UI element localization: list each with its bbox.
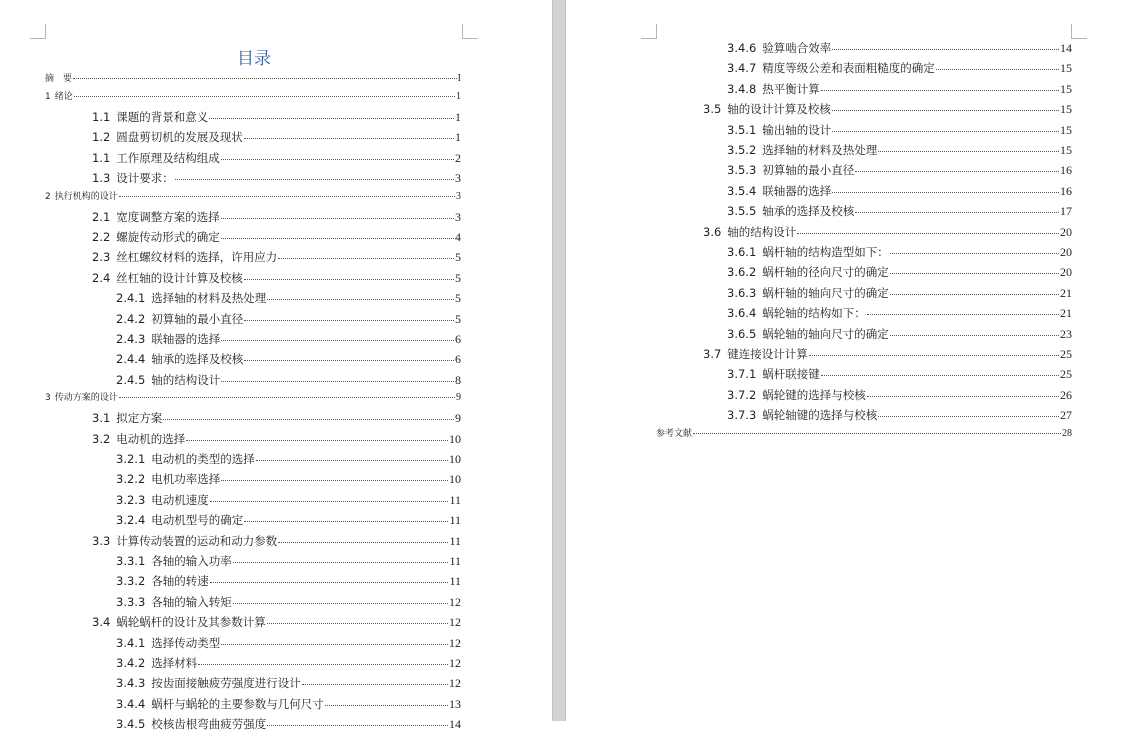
toc-entry-page: 11 [449, 554, 461, 568]
toc-entry-number: 3.5.5 [727, 204, 757, 219]
toc-entry-page: 5 [455, 270, 461, 285]
toc-leader-dots [221, 480, 448, 481]
toc-entry[interactable] [656, 59, 1072, 77]
toc-entry[interactable] [656, 161, 1072, 179]
toc-entry-page: 12 [449, 635, 461, 650]
toc-entry[interactable] [45, 695, 461, 713]
toc-entry-page: 1 [456, 91, 461, 102]
toc-entry[interactable] [656, 223, 1072, 241]
toc-leader-dots [244, 521, 448, 522]
toc-entry-text: 丝杠轴的设计计算及校核 [116, 270, 243, 285]
toc-entry-number: 3.5.3 [727, 163, 757, 178]
page-gutter [552, 0, 566, 721]
toc-leader-dots [821, 375, 1059, 376]
toc-entry[interactable] [656, 386, 1072, 404]
toc-entry-number: 1 [45, 92, 51, 102]
toc-entry[interactable] [45, 228, 461, 246]
toc-entry-text: 初算轴的最小直径 [151, 311, 244, 326]
crop-mark-top-right [462, 24, 478, 39]
toc-leader-dots [832, 49, 1059, 50]
toc-entry-number: 2 [45, 191, 51, 202]
toc-entry[interactable] [45, 634, 461, 652]
toc-entry-page: 13 [449, 696, 461, 711]
toc-entry-text: 电动机的选择 [116, 431, 186, 446]
toc-leader-dots [832, 131, 1059, 132]
toc-entry-number: 2.4.1 [116, 291, 146, 306]
toc-leader-dots [221, 218, 454, 219]
toc-entry-page: 3 [455, 171, 461, 186]
toc-entry-page: 6 [455, 352, 461, 367]
toc-entry-page: 2 [455, 150, 461, 165]
toc-entry[interactable] [656, 39, 1072, 57]
toc-leader-dots [890, 253, 1059, 254]
toc-leader-dots [210, 501, 449, 502]
toc-entry-number: 2.4.2 [116, 311, 146, 326]
toc-entry-page: 14 [1060, 41, 1072, 55]
toc-entry-text: 圆盘剪切机的发展及现状 [116, 130, 243, 145]
crop-mark-top-left [30, 24, 46, 39]
toc-entry[interactable] [45, 310, 461, 328]
toc-leader-dots [832, 192, 1059, 193]
toc-entry[interactable] [45, 654, 461, 672]
toc-leader-dots [936, 69, 1059, 70]
toc-entry-text: 轴承的选择及校核 [762, 204, 855, 219]
toc-entry-text: 各轴的输入转矩 [151, 594, 232, 609]
toc-entry[interactable] [45, 330, 461, 348]
toc-leader-dots [256, 460, 448, 461]
toc-leader-dots [821, 90, 1059, 91]
toc-entry-text: 丝杠螺纹材料的选择，许用应力 [116, 250, 278, 265]
toc-entry-text: 螺旋传动形式的确定 [116, 230, 220, 244]
toc-entry-number: 2.4.3 [116, 332, 146, 346]
toc-entry-number: 3 [45, 393, 51, 404]
toc-entry-page: 5 [455, 311, 461, 326]
toc-entry-number: 3.1 [92, 411, 111, 426]
toc-entry-number: 3.2.4 [116, 513, 146, 528]
toc-entry-number: 3.3.2 [116, 574, 146, 589]
toc-entry[interactable] [45, 128, 461, 146]
toc-entry-number: 3.7.2 [727, 387, 757, 402]
toc-entry-number: 3.6.5 [727, 326, 757, 341]
toc-entry-number: 3.6.3 [727, 285, 757, 300]
toc-leader-dots [233, 562, 449, 563]
toc-entry-number: 2.4 [92, 270, 111, 285]
toc-entry-number: 3.4.1 [116, 635, 146, 650]
toc-leader-dots [855, 212, 1059, 213]
toc-entry-text: 宽度调整方案的选择 [116, 209, 220, 224]
toc-entry-text: 摘 要 [45, 74, 73, 84]
toc-entry[interactable] [45, 289, 461, 307]
toc-leader-dots [878, 416, 1059, 417]
toc-leader-dots [693, 433, 1061, 434]
toc-entry-number: 3.6.4 [727, 306, 757, 321]
toc-entry-page: 20 [1060, 224, 1072, 239]
toc-leader-dots [198, 664, 448, 665]
toc-entry[interactable] [45, 350, 461, 368]
toc-entry[interactable] [45, 552, 461, 570]
toc-entry[interactable] [45, 593, 461, 611]
toc-leader-dots [221, 644, 448, 645]
toc-entry[interactable] [45, 208, 461, 226]
toc-entry-page: 6 [455, 332, 461, 346]
toc-entry[interactable] [656, 427, 1072, 441]
toc-entry-page: 5 [455, 250, 461, 265]
toc-entry[interactable] [45, 371, 461, 389]
toc-leader-dots [302, 684, 448, 685]
toc-entry-page: 1 [455, 110, 461, 124]
toc-entry-page: 26 [1060, 387, 1072, 402]
toc-entry[interactable] [656, 263, 1072, 281]
toc-entry-number: 3.6 [703, 224, 722, 239]
toc-entry-text: 轴的设计计算及校核 [727, 102, 831, 117]
toc-entry[interactable] [45, 248, 461, 266]
toc-entry-page: 15 [1060, 143, 1072, 157]
toc-leader-dots [244, 320, 454, 321]
toc-entry-page: 11 [449, 533, 461, 548]
toc-entry-number: 3.7.1 [727, 367, 757, 382]
toc-leader-dots [221, 381, 454, 382]
toc-entry[interactable] [45, 450, 461, 468]
toc-entry-page: 16 [1060, 163, 1072, 178]
toc-entry-text: 选择传动类型 [151, 635, 221, 650]
toc-entry[interactable] [45, 430, 461, 448]
toc-entry-text: 参考文献 [656, 428, 693, 439]
toc-entry-page: 4 [455, 230, 461, 244]
toc-entry-text: 按齿面接触疲劳强度进行设计 [151, 676, 301, 691]
toc-entry[interactable] [45, 409, 461, 427]
toc-entry-number: 3.2 [92, 431, 111, 446]
toc-entry[interactable] [656, 141, 1072, 159]
toc-entry-page: 1 [455, 130, 461, 145]
toc-entry-page: 15 [1060, 81, 1072, 96]
toc-entry-text: 精度等级公差和表面粗糙度的确定 [762, 61, 935, 76]
toc-entry[interactable] [45, 715, 461, 733]
toc-entry[interactable] [656, 284, 1072, 302]
toc-entry[interactable] [45, 149, 461, 167]
toc-entry-text: 选择材料 [151, 656, 198, 670]
toc-leader-dots [832, 110, 1059, 111]
toc-entry-text: 蜗轮键的选择与校核 [762, 387, 866, 402]
page-left [0, 0, 552, 732]
toc-leader-dots [186, 440, 448, 441]
toc-entry-page: 8 [455, 372, 461, 387]
toc-entry-number: 3.7.3 [727, 408, 757, 423]
toc-entry-text: 绪论 [54, 92, 73, 102]
toc-entry-number: 3.4.5 [116, 717, 146, 732]
toc-entry[interactable] [656, 121, 1072, 139]
toc-entry-number: 3.5.2 [727, 143, 757, 157]
toc-leader-dots [867, 396, 1059, 397]
toc-entry-text: 选择轴的材料及热处理 [762, 143, 878, 157]
toc-leader-dots [175, 179, 454, 180]
toc-entry-text: 蜗杆与蜗轮的主要参数与几何尺寸 [151, 696, 324, 711]
toc-entry[interactable] [45, 613, 461, 631]
toc-entry[interactable] [45, 572, 461, 590]
toc-entry-page: 21 [1060, 285, 1072, 300]
toc-entry-page: 12 [449, 676, 461, 691]
toc-leader-dots [325, 705, 448, 706]
toc-entry-page: 11 [449, 492, 461, 507]
toc-leader-dots [210, 582, 449, 583]
toc-entry-text: 轴的结构设计 [151, 372, 221, 387]
toc-entry-text: 轴的结构设计 [727, 224, 797, 239]
toc-entry-number: 2.1 [92, 209, 111, 224]
toc-entry-page: 9 [456, 392, 461, 404]
toc-entry[interactable] [656, 345, 1072, 363]
toc-entry-page: 10 [449, 431, 461, 446]
toc-entry-page: 27 [1060, 408, 1072, 423]
toc-entry-page: 16 [1060, 183, 1072, 198]
toc-entry-page: 17 [1060, 204, 1072, 219]
toc-entry-text: 电机功率选择 [151, 472, 221, 487]
toc-entry-page: 15 [1060, 61, 1072, 76]
toc-entry[interactable] [656, 325, 1072, 343]
toc-entry-number: 3.2.2 [116, 472, 146, 487]
toc-entry-number: 1.1 [92, 110, 111, 124]
toc-entry-number: 1.3 [92, 171, 111, 186]
toc-entry[interactable] [45, 391, 461, 405]
toc-entry[interactable] [45, 169, 461, 187]
toc-entry-number: 3.4.2 [116, 656, 146, 670]
toc-entry-number: 1.2 [92, 130, 111, 145]
toc-entry[interactable] [656, 406, 1072, 424]
toc-entry-number: 3.3 [92, 533, 111, 548]
toc-entry-text: 蜗轮蜗杆的设计及其参数计算 [116, 615, 266, 630]
toc-entry-number: 3.7 [703, 347, 722, 361]
toc-entry[interactable] [656, 243, 1072, 261]
toc-entry-number: 3.6.1 [727, 245, 757, 259]
toc-entry[interactable] [45, 674, 461, 692]
toc-entry-text: 校核齿根弯曲疲劳强度 [151, 717, 267, 732]
toc-leader-dots [867, 314, 1059, 315]
toc-entry[interactable] [45, 108, 461, 126]
toc-entry-number: 2.2 [92, 230, 111, 244]
toc-entry-number: 3.4.7 [727, 61, 757, 76]
toc-leader-dots [890, 335, 1059, 336]
toc-entry[interactable] [45, 511, 461, 529]
toc-entry-text: 拟定方案 [116, 411, 163, 426]
toc-entry[interactable] [45, 532, 461, 550]
toc-leader-dots [855, 171, 1059, 172]
toc-entry-text: 电动机型号的确定 [151, 513, 244, 528]
page-right [566, 0, 1134, 721]
toc-entry-text: 工作原理及结构组成 [116, 150, 220, 165]
toc-entry-text: 蜗轮轴的结构如下： [762, 306, 866, 321]
toc-leader-dots [221, 159, 454, 160]
toc-entry-number: 3.4.3 [116, 676, 146, 691]
toc-entry-text: 蜗杆轴的轴向尺寸的确定 [762, 285, 889, 300]
toc-entry-page: 12 [449, 594, 461, 609]
toc-entry-number: 3.6.2 [727, 265, 757, 280]
toc-entry-number: 2.4.5 [116, 372, 146, 387]
toc-leader-dots [890, 273, 1059, 274]
toc-leader-dots [221, 238, 454, 239]
toc-entry[interactable] [45, 491, 461, 509]
toc-entry[interactable] [45, 190, 461, 204]
toc-entry-number: 3.4 [92, 615, 111, 630]
toc-leader-dots [267, 725, 448, 726]
toc-entry-text: 蜗轮轴的轴向尺寸的确定 [762, 326, 889, 341]
toc-entry-number: 1.1 [92, 150, 111, 165]
toc-entry-text: 验算啮合效率 [762, 41, 832, 55]
toc-entry[interactable] [656, 182, 1072, 200]
toc-entry-text: 热平衡计算 [762, 81, 820, 96]
toc-entry-page: 10 [449, 472, 461, 487]
toc-entry-number: 3.2.1 [116, 452, 146, 466]
toc-entry-number: 3.5 [703, 102, 722, 117]
toc-entry-number: 3.3.1 [116, 554, 146, 568]
toc-entry-page: 25 [1060, 347, 1072, 361]
toc-leader-dots [809, 355, 1059, 356]
toc-entry-number: 3.4.6 [727, 41, 757, 55]
toc-entry-text: 设计要求： [116, 171, 174, 186]
toc-entry-page: 14 [449, 717, 461, 732]
toc-entry-number: 3.5.1 [727, 122, 757, 137]
crop-mark-top-left [641, 24, 657, 39]
toc-entry-number: 2.4.4 [116, 352, 146, 367]
toc-entry-text: 电动机速度 [151, 492, 209, 507]
toc-entry-text: 键连接设计计算 [727, 347, 808, 361]
crop-mark-top-right [1071, 24, 1087, 39]
toc-entry-page: 23 [1060, 326, 1072, 341]
toc-leader-dots [221, 340, 454, 341]
toc-leader-dots [119, 397, 455, 398]
toc-entry-text: 传动方案的设计 [54, 393, 118, 404]
toc-leader-dots [278, 542, 448, 543]
toc-leader-dots [244, 360, 454, 361]
toc-leader-dots [163, 419, 454, 420]
toc-entry-text: 蜗杆轴的结构造型如下： [762, 245, 889, 259]
toc-leader-dots [890, 294, 1059, 295]
toc-entry-page: 21 [1060, 306, 1072, 321]
toc-entry-page: 20 [1060, 245, 1072, 259]
toc-entry-text: 各轴的输入功率 [151, 554, 232, 568]
toc-leader-dots [878, 151, 1059, 152]
toc-entry-page: 25 [1060, 367, 1072, 382]
toc-entry-page: 12 [449, 656, 461, 670]
toc-entry-number: 3.5.4 [727, 183, 757, 198]
toc-entry-text: 蜗杆联接键 [762, 367, 820, 382]
toc-entry-number: 3.4.4 [116, 696, 146, 711]
toc-entry[interactable] [45, 72, 461, 86]
toc-entry[interactable] [45, 470, 461, 488]
toc-title: 目录 [237, 49, 271, 69]
toc-entry-text: 计算传动装置的运动和动力参数 [116, 533, 278, 548]
toc-entry-page: 20 [1060, 265, 1072, 280]
toc-entry-page: 5 [455, 291, 461, 306]
toc-entry-page: 12 [449, 615, 461, 630]
toc-entry-page: 9 [455, 411, 461, 426]
toc-entry-page: 11 [449, 574, 461, 589]
toc-leader-dots [233, 603, 448, 604]
toc-entry-text: 联轴器的选择 [151, 332, 221, 346]
toc-entry[interactable] [656, 100, 1072, 118]
toc-entry-number: 3.2.3 [116, 492, 146, 507]
toc-entry-page: 15 [1060, 122, 1072, 137]
toc-entry-text: 选择轴的材料及热处理 [151, 291, 267, 306]
toc-leader-dots [267, 623, 448, 624]
toc-entry[interactable] [656, 365, 1072, 383]
toc-entry-text: 联轴器的选择 [762, 183, 832, 198]
toc-leader-dots [74, 96, 455, 97]
toc-entry-text: 电动机的类型的选择 [151, 452, 255, 466]
toc-entry[interactable] [45, 90, 461, 104]
toc-entry-text: 蜗轮轴键的选择与校核 [762, 408, 878, 423]
toc-entry-number: 3.4.8 [727, 81, 757, 96]
toc-entry[interactable] [656, 304, 1072, 322]
toc-entry-page: 28 [1062, 427, 1072, 439]
toc-entry-page: 11 [449, 513, 461, 528]
toc-leader-dots [73, 78, 457, 79]
toc-entry[interactable] [656, 80, 1072, 98]
toc-leader-dots [797, 233, 1059, 234]
toc-entry-number: 2.3 [92, 250, 111, 265]
toc-entry-page: 3 [456, 190, 461, 202]
toc-entry-text: 执行机构的设计 [54, 191, 118, 202]
toc-leader-dots [278, 258, 454, 259]
toc-entry-text: 各轴的转速 [151, 574, 209, 589]
toc-entry-page: 15 [1060, 102, 1072, 117]
toc-leader-dots [267, 299, 454, 300]
toc-leader-dots [119, 196, 455, 197]
toc-entry[interactable] [656, 202, 1072, 220]
toc-entry-text: 课题的背景和意义 [116, 110, 209, 124]
toc-entry-text: 轴承的选择及校核 [151, 352, 244, 367]
toc-leader-dots [244, 279, 454, 280]
toc-entry[interactable] [45, 269, 461, 287]
toc-entry-page: 3 [455, 209, 461, 224]
toc-entry-text: 初算轴的最小直径 [762, 163, 855, 178]
toc-entry-number: 3.3.3 [116, 594, 146, 609]
toc-entry-text: 输出轴的设计 [762, 122, 832, 137]
toc-entry-text: 蜗杆轴的径向尺寸的确定 [762, 265, 889, 280]
toc-entry-page: I [457, 73, 461, 84]
toc-leader-dots [209, 118, 454, 119]
toc-entry-page: 10 [449, 452, 461, 466]
toc-leader-dots [244, 138, 454, 139]
